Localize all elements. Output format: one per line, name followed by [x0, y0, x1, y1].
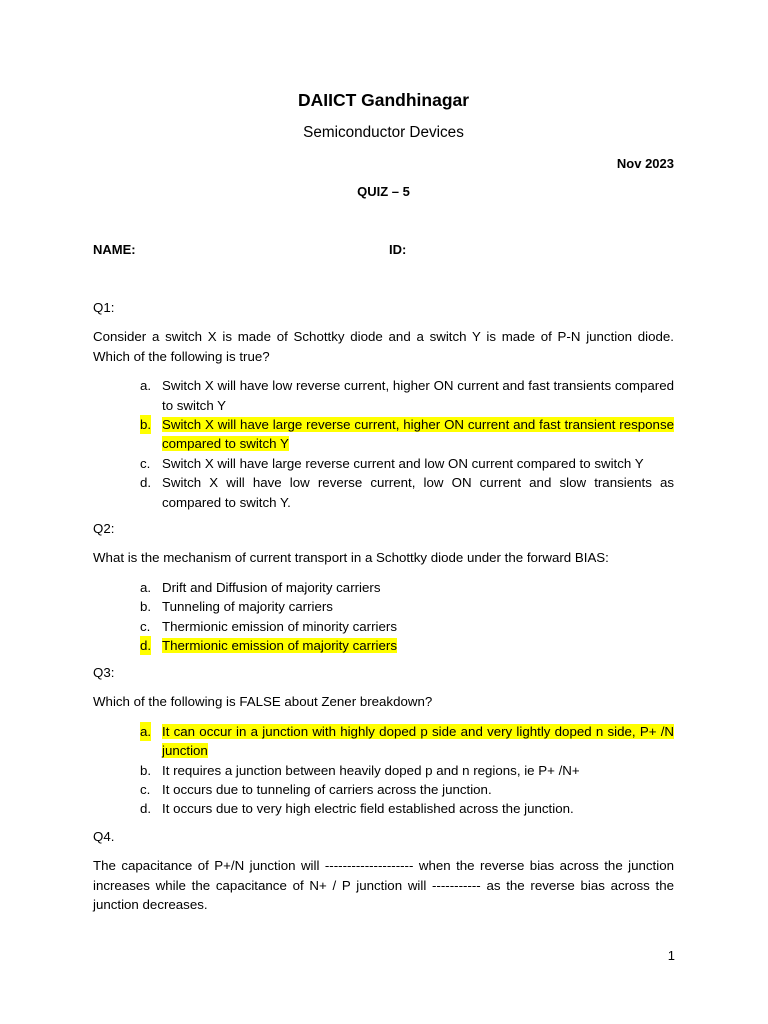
option-text: Tunneling of majority carriers — [162, 599, 333, 615]
question-label: Q3: — [93, 665, 115, 680]
option-marker: b. — [140, 762, 152, 778]
question-4 — [93, 827, 674, 915]
option-text-highlighted: Switch X will have large reverse current, higher ON current and fast transient response compared to switch Y — [162, 417, 674, 452]
option-item-correct — [93, 415, 674, 454]
question-text: What is the mechanism of current transport in a Schottky diode under the forward BIAS: — [93, 550, 609, 566]
id-label: ID: — [389, 242, 407, 257]
option-list — [93, 376, 674, 512]
option-marker: b. — [140, 599, 152, 615]
name-id-row — [93, 240, 674, 259]
option-item — [93, 617, 674, 636]
quiz-date: Nov 2023 — [616, 156, 674, 171]
question-label: Q2: — [93, 521, 115, 536]
document-page — [93, 0, 674, 1024]
page-number: 1 — [667, 948, 675, 963]
option-marker: c. — [140, 455, 151, 471]
option-item-correct — [93, 722, 674, 761]
option-item — [93, 376, 674, 415]
option-text: It occurs due to tunneling of carriers across the junction. — [162, 782, 492, 798]
option-text: Switch X will have large reverse current and low ON current compared to switch Y — [162, 455, 644, 471]
option-marker: d. — [140, 636, 151, 655]
option-item — [93, 780, 674, 799]
question-text: Which of the following is FALSE about Zener breakdown? — [93, 694, 433, 710]
question-label: Q1: — [93, 300, 115, 315]
option-item — [93, 578, 674, 597]
page-title: DAIICT Gandhinagar — [297, 90, 470, 110]
name-label: NAME: — [93, 242, 136, 257]
option-list — [93, 722, 674, 819]
question-text: The capacitance of P+/N junction will -------------------- when the reverse bias across the junction increases while the capacitance of N+ / P junction will ----------- as the reverse bias across the junction decreases. — [93, 858, 674, 913]
option-text: Drift and Diffusion of majority carriers — [162, 579, 381, 595]
option-item — [93, 473, 674, 512]
question-text: Consider a switch X is made of Schottky diode and a switch Y is made of P-N junction diode. Which of the following is true? — [93, 329, 674, 364]
option-marker: d. — [140, 475, 152, 491]
question-label: Q4. — [93, 829, 115, 844]
option-text: Switch X will have low reverse current, low ON current and slow transients as compared to switch Y. — [162, 475, 674, 510]
option-item-correct — [93, 636, 674, 655]
option-marker: c. — [140, 782, 151, 798]
question-1 — [93, 298, 674, 512]
option-item — [93, 799, 674, 818]
course-subtitle: Semiconductor Devices — [303, 124, 464, 141]
option-text: It occurs due to very high electric field established across the junction. — [162, 801, 574, 817]
question-3 — [93, 663, 674, 819]
option-marker: c. — [140, 618, 151, 634]
option-item — [93, 454, 674, 473]
option-marker: d. — [140, 801, 152, 817]
question-2 — [93, 519, 674, 655]
option-text: Switch X will have low reverse current, higher ON current and fast transients compared to switch Y — [162, 378, 674, 413]
option-item — [93, 597, 674, 616]
option-text-highlighted: It can occur in a junction with highly doped p side and very lightly doped n side, P+ /N junction — [162, 723, 674, 759]
option-list — [93, 578, 674, 656]
option-marker: a. — [140, 579, 152, 595]
option-text: Thermionic emission of minority carriers — [162, 618, 397, 634]
option-marker: b. — [140, 415, 151, 434]
option-marker: a. — [140, 722, 151, 741]
option-marker: a. — [140, 378, 152, 394]
option-item — [93, 761, 674, 780]
option-text-highlighted: Thermionic emission of majority carriers — [162, 638, 397, 654]
option-text: It requires a junction between heavily doped p and n regions, ie P+ /N+ — [162, 762, 580, 778]
quiz-heading: QUIZ – 5 — [357, 184, 410, 199]
